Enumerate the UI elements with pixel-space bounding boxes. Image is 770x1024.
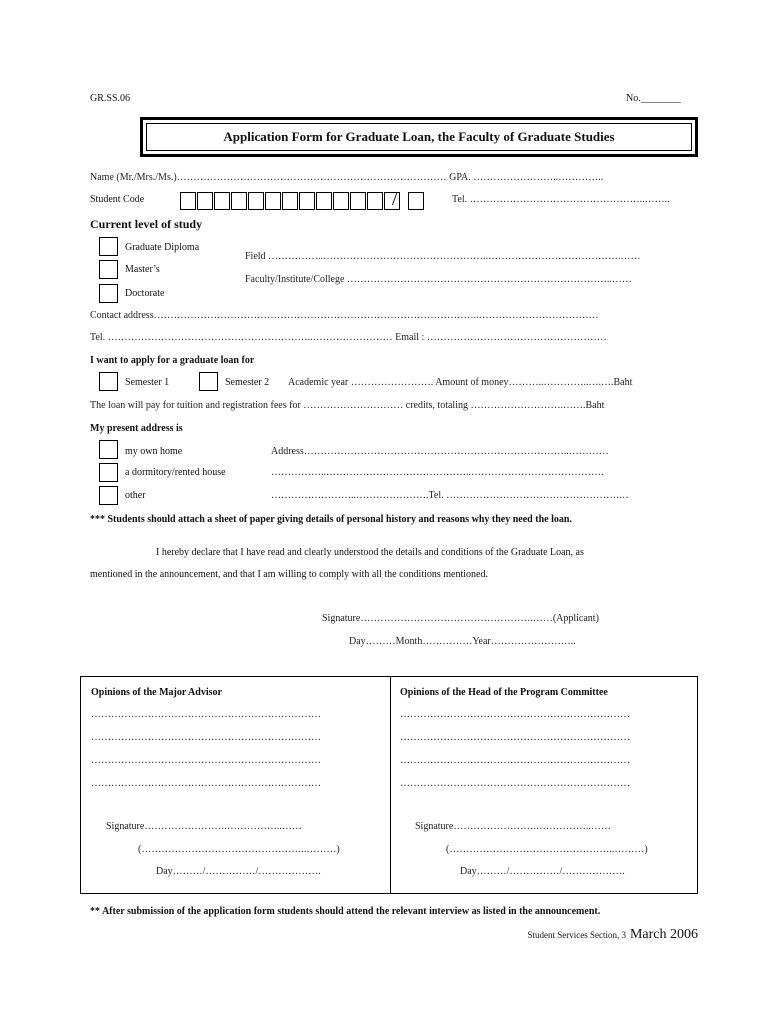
student-code-box-c[interactable]: [408, 192, 425, 215]
student-code-separator: /: [392, 188, 398, 210]
semester-2-label: Semester 2: [225, 377, 270, 388]
interview-note: ** After submission of the application form students should attend the relevant interview as listed in the announcement.: [90, 906, 601, 917]
form-title: Application Form for Graduate Loan, the Faculty of Graduate Studies: [223, 129, 615, 144]
title-frame: [140, 117, 698, 157]
masters-checkbox[interactable]: [99, 260, 118, 279]
section-footer: [527, 925, 698, 943]
address-line-2[interactable]: ……………..……………………………………..………………………………….: [271, 467, 604, 478]
section-prefix: Student Services Section, 3: [527, 930, 626, 940]
other-checkbox[interactable]: [99, 486, 118, 505]
committee-opinion-line[interactable]: ……………………………………………………………: [400, 755, 630, 766]
doctorate-label: Doctorate: [125, 288, 165, 299]
student-code-boxes-b[interactable]: [316, 192, 401, 215]
loan-pay-field[interactable]: The loan will pay for tuition and registration fees for ………………………… credits, totaling ……………………….…….Baht: [90, 400, 605, 411]
current-level-heading: Current level of study: [90, 217, 203, 231]
committee-opinion-line[interactable]: ……………………………………………………………: [400, 709, 630, 720]
own-home-checkbox[interactable]: [99, 440, 118, 459]
address-heading: My present address is: [90, 423, 183, 434]
advisor-opinion-line[interactable]: ……………………………………………………………: [91, 778, 321, 789]
advisor-date-field[interactable]: Day………/……………/……………….: [156, 866, 321, 877]
address-line-1[interactable]: Address……………………………………………………………………..…………: [271, 446, 609, 457]
field-of-study-field[interactable]: Field ……………..…………………………………………..………………………………….……: [245, 251, 641, 262]
form-code: GR.SS.06: [90, 93, 131, 104]
applicant-date-field[interactable]: Day………Month……………Year……………………..: [349, 636, 576, 647]
declaration-line-2: mentioned in the announcement, and that I am willing to comply with all the conditions mentioned.: [90, 569, 488, 580]
graduate-diploma-label: Graduate Diploma: [125, 242, 200, 253]
section-date: March 2006: [629, 927, 698, 942]
name-gpa-field[interactable]: Name (Mr./Mrs./Ms.)……………………………………………………………………… GPA. ……………………..…………..: [90, 172, 604, 183]
student-code-label: Student Code: [90, 194, 145, 205]
advisor-heading: Opinions of the Major Advisor: [91, 687, 222, 698]
advisor-signature-field[interactable]: Signature…………………….……………..……: [106, 821, 302, 832]
faculty-field[interactable]: Faculty/Institute/College ……………………………………………………………………..……: [245, 274, 632, 285]
own-home-label: my own home: [125, 446, 183, 457]
tel-field[interactable]: Tel. ……………………………………………..……..: [452, 194, 670, 205]
contact-address-field[interactable]: Contact address……………………………………………………………………………………..………………………………: [90, 310, 599, 321]
advisor-opinion-line[interactable]: ……………………………………………………………: [91, 709, 321, 720]
dormitory-checkbox[interactable]: [99, 463, 118, 482]
semester-2-checkbox[interactable]: [199, 372, 218, 391]
form-number: No.________: [626, 93, 681, 104]
address-line-3[interactable]: ……………………..………………….Tel. …………………………………………….…: [271, 490, 629, 501]
student-code-boxes-a[interactable]: [180, 192, 316, 215]
committee-date-field[interactable]: Day………/……………/……………….: [460, 866, 625, 877]
advisor-name-field[interactable]: (…………………………………………..………): [138, 844, 340, 855]
semester-1-checkbox[interactable]: [99, 372, 118, 391]
dormitory-label: a dormitory/rented house: [125, 467, 226, 478]
committee-opinion-line[interactable]: ……………………………………………………………: [400, 778, 630, 789]
tel-email-field[interactable]: Tel. ……………………………………………………..…………………… Email : ………………………………………………: [90, 332, 607, 343]
graduate-diploma-checkbox[interactable]: [99, 237, 118, 256]
doctorate-checkbox[interactable]: [99, 284, 118, 303]
advisor-opinion-line[interactable]: ……………………………………………………………: [91, 755, 321, 766]
committee-opinion-line[interactable]: ……………………………………………………………: [400, 732, 630, 743]
semester-1-label: Semester 1: [125, 377, 170, 388]
committee-heading: Opinions of the Head of the Program Committee: [400, 687, 608, 698]
apply-heading: I want to apply for a graduate loan for: [90, 355, 255, 366]
declaration-line-1: I hereby declare that I have read and clearly understood the details and conditions of the Graduate Loan, as: [156, 547, 584, 558]
other-label: other: [125, 490, 146, 501]
committee-signature-field[interactable]: Signature…………………….……………..……: [415, 821, 611, 832]
advisor-opinion-line[interactable]: ……………………………………………………………: [91, 732, 321, 743]
committee-name-field[interactable]: (…………………………………………..………): [446, 844, 648, 855]
academic-year-amount-field[interactable]: Academic year ……………………. Amount of money………..…………..….….Baht: [288, 377, 633, 388]
applicant-signature-field[interactable]: Signature…………………………………………….……(Applicant): [322, 613, 599, 624]
attach-note: *** Students should attach a sheet of paper giving details of personal history and reasons why they need the loan.: [90, 514, 572, 525]
masters-label: Master’s: [125, 264, 160, 275]
